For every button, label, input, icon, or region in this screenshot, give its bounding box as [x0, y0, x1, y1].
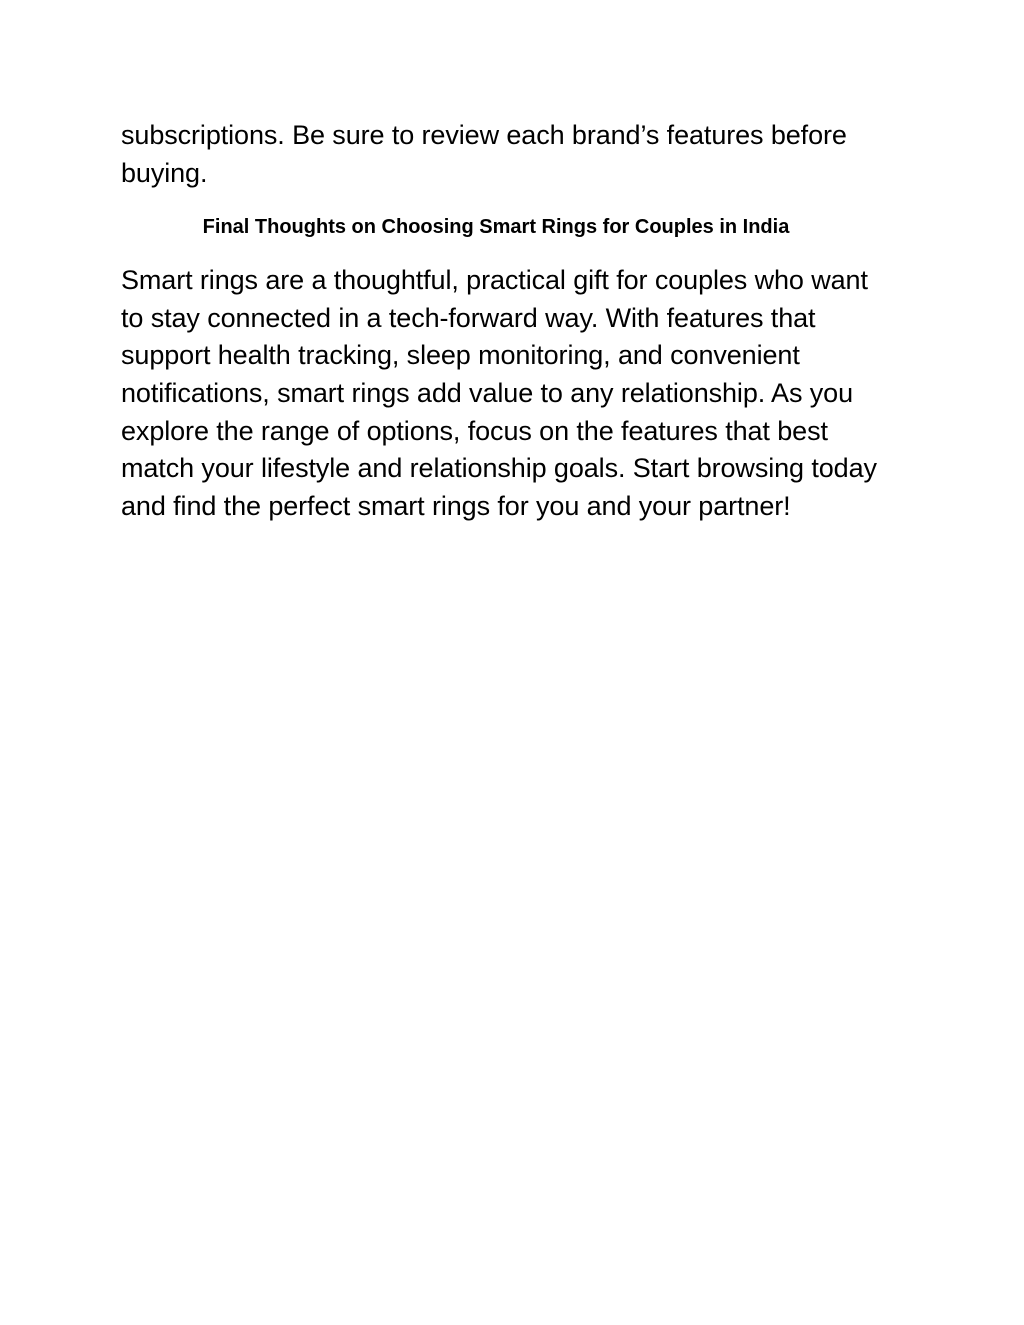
body-paragraph: Smart rings are a thoughtful, practical gift for couples who want to stay connected in a tech-forward way. With features that support health tracking, sleep monitoring, and convenient notifications, smart rings add value to any relationship. As you explore the range of options, focus on the features that best match your lifestyle and relationship goals. Start browsing today and find the perfect smart rings for you and your partner! — [121, 265, 877, 521]
section-heading: Final Thoughts on Choosing Smart Rings for Couples in India — [202, 216, 790, 239]
page-content — [121, 117, 911, 525]
continued-paragraph: subscriptions. Be sure to review each brand’s features before buying. — [121, 120, 847, 188]
